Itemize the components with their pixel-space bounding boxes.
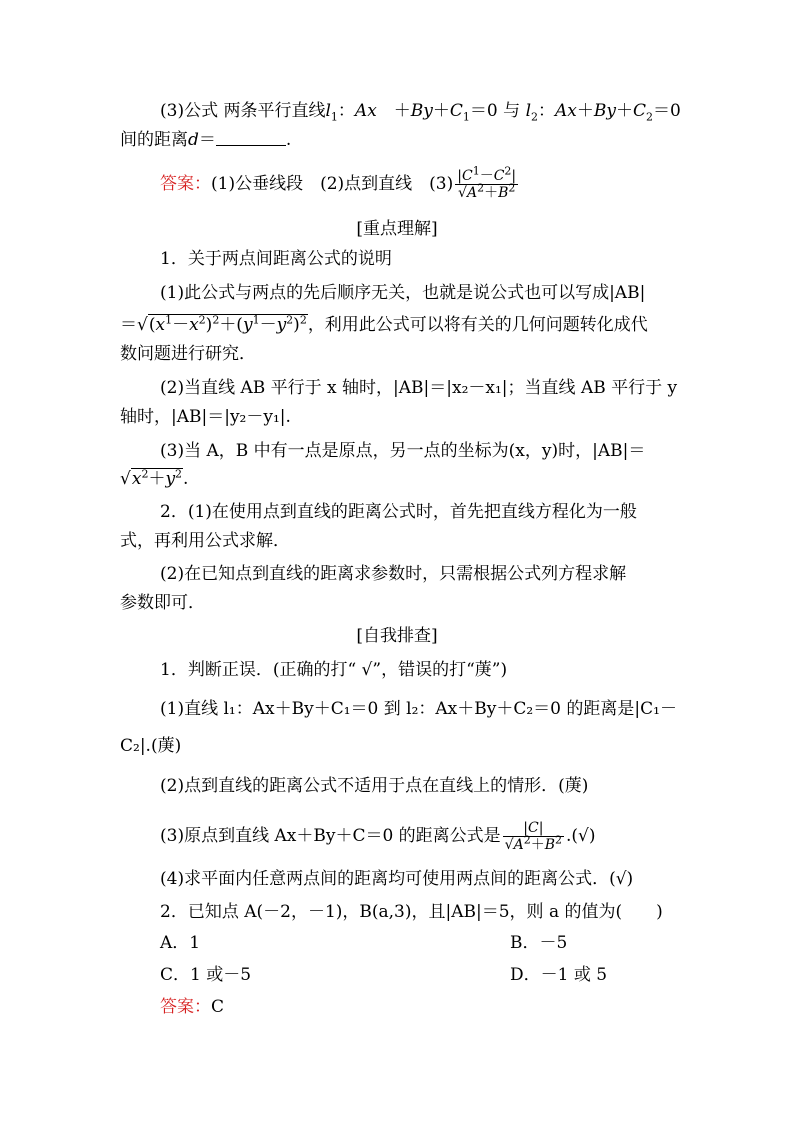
text: 与 xyxy=(503,101,521,121)
paragraph: $√x^2+y^2$. xyxy=(120,467,189,489)
question-1-item-1-cont: C₂|.(菮) xyxy=(120,736,182,756)
paragraph: 1．关于两点间距离公式的说明 xyxy=(160,249,392,269)
question-2: 2．已知点 A(－2，－1)，B(a,3)，且|AB|＝5，则 a 的值为( ) xyxy=(160,902,663,922)
answer-line-2 xyxy=(160,996,224,1018)
question-1-item-2: (2)点到直线的距离公式不适用于点在直线上的情形．(菮) xyxy=(160,776,589,796)
paragraph: 参数即可． xyxy=(120,593,205,613)
answer-label: 答案： xyxy=(160,997,211,1017)
question-1: 1．判断正误．(正确的打“ √”，错误的打“菮”) xyxy=(160,660,508,680)
formula-line-3: (3)公式 两条平行直线$l_1$：Ax $+By+C_1=0$ 与 $l_2$：$Ax+By+C_2=0$ xyxy=(160,101,681,124)
text: ＝0 xyxy=(653,101,681,121)
paragraph: (1)此公式与两点的先后顺序无关，也就是说公式也可以写成|AB| xyxy=(160,283,646,303)
text: 间的距离 xyxy=(120,130,188,150)
distance-fraction: $\frac{|C^1-C^2|}{√A^2+B^2}$ xyxy=(457,164,517,201)
paragraph: (2)当直线 AB 平行于 x 轴时，|AB|＝|x₂－x₁|；当直线 AB 平行于 y xyxy=(160,378,678,398)
answer-text: (1)公垂线段 (2)点到直线 (3) xyxy=(211,174,454,194)
paragraph: 2．(1)在使用点到直线的距离公式时，首先把直线方程化为一般 xyxy=(160,502,637,522)
paragraph: (3)当 A，B 中有一点是原点，另一点的坐标为(x，y)时，|AB|＝ xyxy=(160,441,646,461)
paragraph: 数问题进行研究． xyxy=(120,344,256,364)
text: (3)公式 两条平行直线 xyxy=(160,101,326,121)
paragraph: 轴时，|AB|＝|y₂－y₁|. xyxy=(120,407,291,427)
option-c: C．1 或－5 xyxy=(160,965,252,985)
origin-distance-fraction: $\frac{|C|}{√A^2+B^2}$ xyxy=(504,820,563,853)
section-title-key-points: [重点理解] xyxy=(356,219,438,239)
text: ＝ xyxy=(198,130,216,150)
paragraph: 式，再利用公式求解． xyxy=(120,531,290,551)
answer-label: 答案： xyxy=(160,174,211,194)
option-b: B．－5 xyxy=(510,933,568,953)
formula-line-3-cont: 间的距离d＝ . xyxy=(120,130,292,150)
option-a: A．1 xyxy=(160,933,201,953)
paragraph: $=√(x^1-x^2)^2+(y^1-y^2)^2$，利用此公式可以将有关的几何问题转化成代 xyxy=(120,313,648,335)
answer-text: C xyxy=(211,997,225,1017)
text: .(√) xyxy=(566,826,596,846)
section-title-self-check: [自我排查] xyxy=(356,626,438,646)
question-1-item-1: (1)直线 l₁：Ax＋By＋C₁＝0 到 l₂：Ax＋By＋C₂＝0 的距离是|C₁－ xyxy=(160,699,677,719)
question-1-item-4: (4)求平面内任意两点间的距离均可使用两点间的距离公式．(√) xyxy=(160,869,634,889)
answer-blank xyxy=(216,130,286,146)
text: ，利用此公式可以将有关的几何问题转化成代 xyxy=(307,315,648,335)
option-d: D．－1 或 5 xyxy=(510,965,608,985)
text: (3)原点到直线 Ax＋By＋C＝0 的距离公式是 xyxy=(160,826,501,846)
question-1-item-3 xyxy=(160,820,596,853)
answer-line-1 xyxy=(160,164,520,201)
paragraph: (2)在已知点到直线的距离求参数时，只需根据公式列方程求解 xyxy=(160,564,627,584)
